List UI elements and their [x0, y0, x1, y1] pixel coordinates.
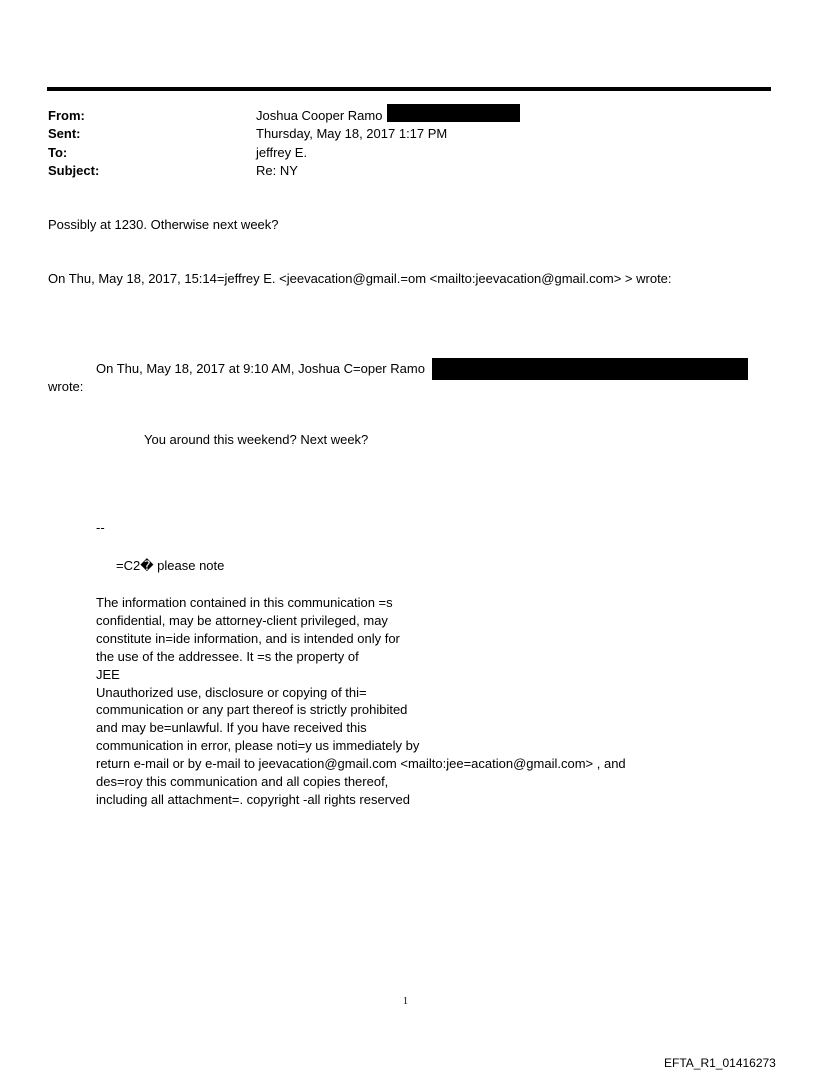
disclaimer-line: Unauthorized use, disclosure or copying of thi=: [96, 684, 367, 700]
disclaimer-line: des=roy this communication and all copies thereof,: [96, 774, 389, 790]
signature-dashes: --: [96, 520, 105, 535]
quote1-header: On Thu, May 18, 2017, 15:14=jeffrey E. <jeevacation@gmail.=om <mailto:jeevacation@gmail.com> > wrote:: [48, 271, 672, 286]
subject-label: Subject:: [48, 163, 100, 178]
sent-label: Sent:: [48, 126, 81, 141]
quote2-body: You around this weekend? Next week?: [144, 432, 369, 447]
redaction-block: [432, 358, 748, 380]
disclaimer-line: communication in error, please noti=y us immediately by: [96, 738, 420, 754]
quote2-header: On Thu, May 18, 2017 at 9:10 AM, Joshua C=oper Ramo: [96, 361, 425, 376]
to-value: jeffrey E.: [256, 145, 308, 160]
reply-text: Possibly at 1230. Otherwise next week?: [48, 217, 279, 232]
sent-value: Thursday, May 18, 2017 1:17 PM: [256, 126, 448, 141]
page-number: 1: [403, 996, 408, 1007]
disclaimer-line: JEE: [96, 666, 120, 682]
disclaimer-line: including all attachment=. copyright -all rights reserved: [96, 791, 410, 807]
disclaimer-line: and may be=unlawful. If you have received this: [96, 720, 367, 736]
document-id: EFTA_R1_01416273: [664, 1056, 776, 1070]
disclaimer-block: [96, 594, 626, 809]
header-rule: [47, 87, 771, 91]
please-note: =C2� please note: [116, 558, 225, 573]
disclaimer-line: The information contained in this communication =s: [96, 595, 393, 610]
subject-value: Re: NY: [256, 163, 298, 178]
redaction-block: [387, 104, 520, 122]
disclaimer-line: the use of the addressee. It =s the property of: [96, 648, 359, 664]
disclaimer-line: constitute in=ide information, and is intended only for: [96, 630, 400, 646]
quote2-wrote: wrote:: [48, 379, 84, 394]
from-label: From:: [48, 108, 85, 123]
disclaimer-line: communication or any part thereof is strictly prohibited: [96, 702, 408, 718]
disclaimer-line: return e-mail or by e-mail to jeevacation@gmail.com <mailto:jee=acation@gmail.com> , and: [96, 756, 626, 772]
disclaimer-line: confidential, may be attorney-client privileged, may: [96, 612, 388, 628]
to-label: To:: [48, 145, 68, 160]
from-value: Joshua Cooper Ramo: [256, 108, 383, 123]
